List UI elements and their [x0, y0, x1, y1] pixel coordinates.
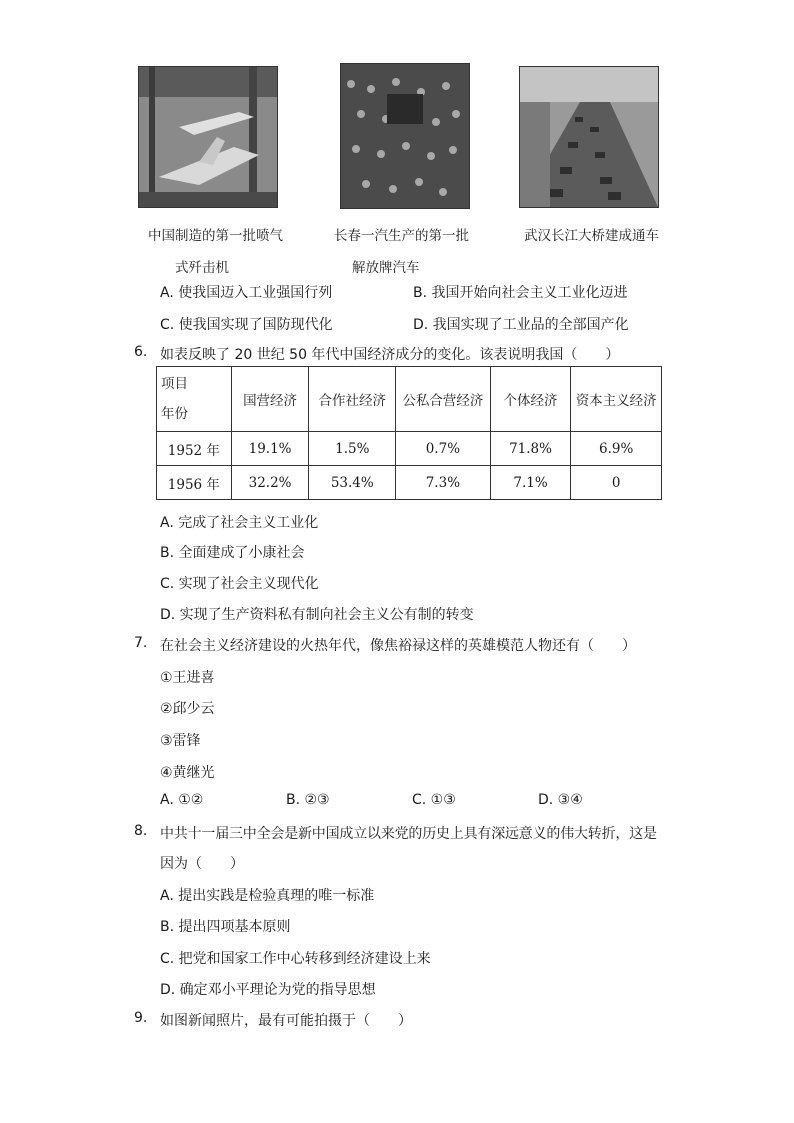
- table-cell: 71.8%: [490, 432, 571, 466]
- photo-caption-1-line1: 中国制造的第一批喷气: [148, 228, 283, 244]
- q7-item-1: ①王进喜: [160, 670, 215, 686]
- q7-option-d[interactable]: D. ③④: [538, 792, 583, 808]
- photo-caption-2-line1: 长春一汽生产的第一批: [334, 228, 469, 244]
- q7-option-a[interactable]: A. ①②: [160, 792, 204, 808]
- corner-bottom-label: 年份: [161, 406, 188, 422]
- table-corner-cell: [157, 367, 232, 432]
- q7-item-4: ④黄继光: [160, 765, 215, 781]
- table-header: 个体经济: [490, 367, 571, 432]
- q8-question-text-line2: 因为（ ）: [160, 856, 244, 872]
- photo-caption-1-line2: 式歼击机: [175, 260, 229, 276]
- economy-table: [156, 366, 662, 500]
- q7-option-c[interactable]: C. ①③: [412, 792, 456, 808]
- photo-trucks: [340, 63, 470, 209]
- photo-jet-fighters: [138, 66, 278, 208]
- q6-number: 6.: [134, 344, 148, 360]
- table-header: 资本主义经济: [571, 367, 662, 432]
- q5-option-a[interactable]: A. 使我国迈入工业强国行列: [160, 285, 333, 301]
- q7-number: 7.: [134, 635, 148, 651]
- table-year-cell: 1952 年: [157, 432, 232, 466]
- table-cell: 32.2%: [231, 466, 309, 500]
- q8-number: 8.: [134, 823, 148, 839]
- q8-option-c[interactable]: C. 把党和国家工作中心转移到经济建设上来: [160, 951, 431, 967]
- table-row: [157, 466, 662, 500]
- q9-number: 9.: [134, 1010, 148, 1026]
- table-cell: 0: [571, 466, 662, 500]
- table-year-cell: 1956 年: [157, 466, 232, 500]
- q6-question-text: 如表反映了 20 世纪 50 年代中国经济成分的变化。该表说明我国（ ）: [160, 347, 620, 363]
- table-cell: 0.7%: [396, 432, 491, 466]
- table-cell: 7.1%: [490, 466, 571, 500]
- q5-option-d[interactable]: D. 我国实现了工业品的全部国产化: [413, 317, 629, 333]
- photo-caption-3-line1: 武汉长江大桥建成通车: [524, 228, 659, 244]
- q9-question-text: 如图新闻照片，最有可能拍摄于（ ）: [160, 1013, 412, 1029]
- corner-top-label: 项目: [161, 376, 188, 392]
- q7-option-b[interactable]: B. ②③: [286, 792, 330, 808]
- table-header: 公私合营经济: [396, 367, 491, 432]
- q8-option-a[interactable]: A. 提出实践是检验真理的唯一标准: [160, 888, 375, 904]
- q8-option-b[interactable]: B. 提出四项基本原则: [160, 919, 291, 935]
- q6-option-a[interactable]: A. 完成了社会主义工业化: [160, 515, 319, 531]
- photo-caption-2-line2: 解放牌汽车: [352, 260, 420, 276]
- table-header: 合作社经济: [309, 367, 396, 432]
- table-row: [157, 432, 662, 466]
- table-header: 国营经济: [231, 367, 309, 432]
- q8-question-text-line1: 中共十一届三中全会是新中国成立以来党的历史上具有深远意义的伟大转折，这是: [160, 826, 657, 842]
- q6-option-c[interactable]: C. 实现了社会主义现代化: [160, 576, 319, 592]
- table-cell: 6.9%: [571, 432, 662, 466]
- q5-option-b[interactable]: B. 我国开始向社会主义工业化迈进: [413, 285, 628, 301]
- q7-item-2: ②邱少云: [160, 701, 215, 717]
- q8-option-d[interactable]: D. 确定邓小平理论为党的指导思想: [160, 982, 376, 998]
- q6-option-d[interactable]: D. 实现了生产资料私有制向社会主义公有制的转变: [160, 607, 474, 623]
- q7-question-text: 在社会主义经济建设的火热年代，像焦裕禄这样的英雄模范人物还有（ ）: [160, 638, 636, 654]
- photo-bridge: [519, 66, 659, 208]
- truck-crowd-image: [341, 64, 469, 208]
- table-cell: 1.5%: [309, 432, 396, 466]
- table-cell: 19.1%: [231, 432, 309, 466]
- bridge-image: [520, 67, 658, 207]
- q6-option-b[interactable]: B. 全面建成了小康社会: [160, 545, 305, 561]
- q7-item-3: ③雷锋: [160, 733, 201, 749]
- table-cell: 53.4%: [309, 466, 396, 500]
- q5-option-c[interactable]: C. 使我国实现了国防现代化: [160, 317, 333, 333]
- jet-fighter-image: [139, 67, 277, 207]
- table-cell: 7.3%: [396, 466, 491, 500]
- table-header-row: [157, 367, 662, 432]
